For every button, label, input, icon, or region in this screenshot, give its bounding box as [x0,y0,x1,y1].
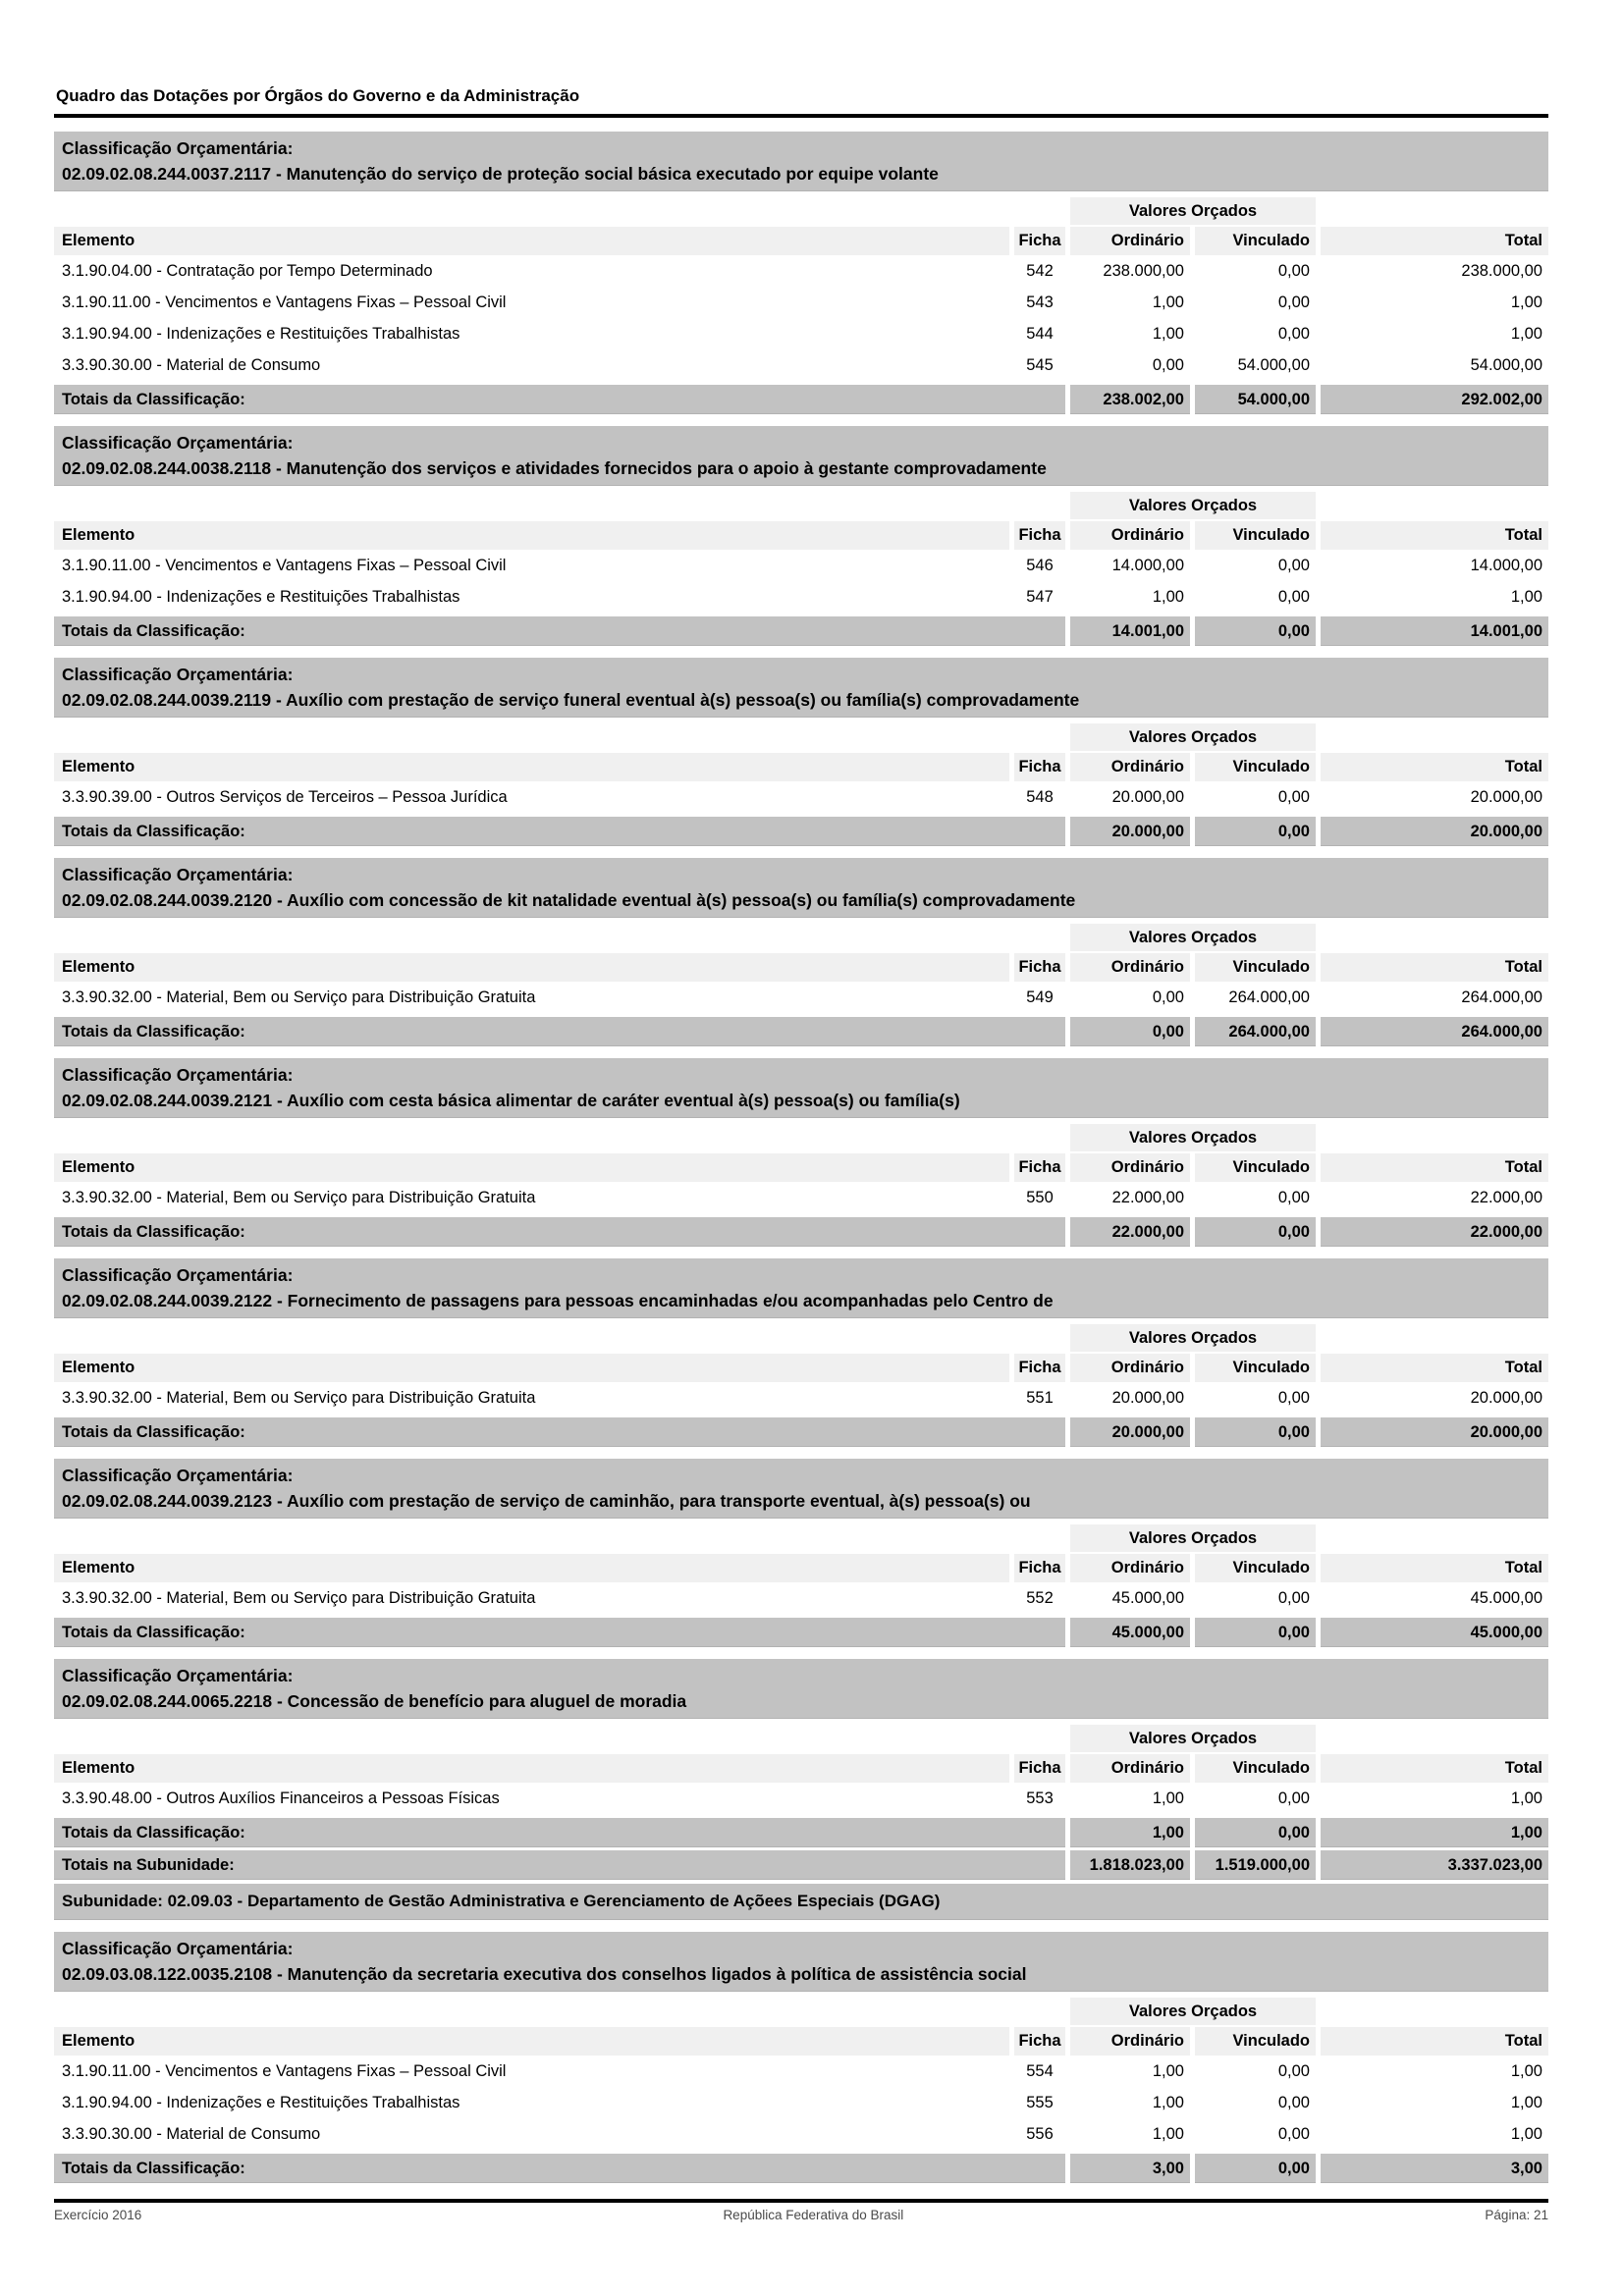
classification-section [54,132,1548,414]
valores-orcados-label: Valores Orçados [1070,1524,1316,1552]
column-header-total: Total [1321,753,1548,781]
element-row [54,550,1548,581]
subunit-totals-row [54,1850,1548,1880]
subunit-header-bar: Subunidade: 02.09.03 - Departamento de Gestão Administrativa e Gerenciamento de Açõees Especiais (DGAG) [54,1884,1548,1920]
element-rows [54,982,1548,1013]
classification-totals-vinculado: 0,00 [1195,1818,1316,1847]
report-title: Quadro das Dotações por Órgãos do Governo e da Administração [56,86,580,105]
classification-totals-vinculado: 264.000,00 [1195,1017,1316,1046]
vinculado-value: 0,00 [1195,550,1316,581]
total-value: 1,00 [1321,581,1548,613]
classification-header-bar [54,1932,1548,1992]
column-header-ficha: Ficha [1014,1554,1065,1582]
column-header-ordinario: Ordinário [1070,1554,1190,1582]
column-header-ficha: Ficha [1014,227,1065,255]
element-rows [54,1582,1548,1614]
classification-section [54,1659,1548,1920]
element-rows [54,1783,1548,1814]
vinculado-value: 0,00 [1195,2118,1316,2150]
classification-heading: Classificação Orçamentária: [62,1065,294,1085]
classification-totals-ordinario: 3,00 [1070,2154,1190,2183]
footer-page-number: Página: 21 [1485,2208,1548,2222]
element-row [54,255,1548,287]
ordinario-value: 1,00 [1070,2056,1190,2087]
element-description: 3.1.90.11.00 - Vencimentos e Vantagens Fixas – Pessoal Civil [54,2056,1009,2087]
column-header-ficha: Ficha [1014,753,1065,781]
table-header-row [54,2027,1548,2056]
valores-orcados-label: Valores Orçados [1070,1725,1316,1752]
total-value: 54.000,00 [1321,349,1548,381]
ordinario-value: 14.000,00 [1070,550,1190,581]
table-header-row [54,1754,1548,1783]
classification-totals-ordinario: 22.000,00 [1070,1217,1190,1247]
vinculado-value: 0,00 [1195,1382,1316,1414]
valores-orcados-row [54,1324,1548,1352]
element-description: 3.3.90.30.00 - Material de Consumo [54,2118,1009,2150]
classification-header-bar [54,1058,1548,1118]
column-header-vinculado: Vinculado [1195,1754,1316,1783]
classification-header-bar [54,858,1548,918]
total-value: 20.000,00 [1321,1382,1548,1414]
element-rows [54,550,1548,613]
column-header-elemento: Elemento [54,753,1009,781]
subunit-totals-ordinario: 1.818.023,00 [1070,1850,1190,1880]
footer-exercise-year: Exercício 2016 [54,2208,142,2222]
ordinario-value: 1,00 [1070,2118,1190,2150]
element-description: 3.3.90.48.00 - Outros Auxílios Financeiros a Pessoas Físicas [54,1783,1009,1814]
element-description: 3.3.90.32.00 - Material, Bem ou Serviço para Distribuição Gratuita [54,1582,1009,1614]
classification-totals-label: Totais da Classificação: [54,1818,1065,1847]
vinculado-value: 0,00 [1195,1582,1316,1614]
column-header-elemento: Elemento [54,953,1009,982]
column-header-elemento: Elemento [54,2027,1009,2056]
ficha-number: 553 [1014,1783,1065,1814]
element-row [54,982,1548,1013]
footer-country: República Federativa do Brasil [723,2208,904,2222]
valores-orcados-row [54,1524,1548,1552]
element-row [54,781,1548,813]
classification-code-title: 02.09.02.08.244.0039.2121 - Auxílio com cesta básica alimentar de caráter eventual à(s) pessoa(s) ou família(s) [62,1091,960,1110]
element-row [54,1382,1548,1414]
classification-section [54,426,1548,646]
column-header-vinculado: Vinculado [1195,2027,1316,2056]
classification-section [54,658,1548,846]
vinculado-value: 0,00 [1195,2056,1316,2087]
column-header-vinculado: Vinculado [1195,227,1316,255]
classification-section [54,1459,1548,1647]
total-value: 1,00 [1321,1783,1548,1814]
column-header-vinculado: Vinculado [1195,953,1316,982]
classification-totals-total: 20.000,00 [1321,817,1548,846]
column-header-total: Total [1321,227,1548,255]
vinculado-value: 0,00 [1195,1783,1316,1814]
classification-header-bar [54,1459,1548,1519]
classification-heading: Classificação Orçamentária: [62,433,294,453]
classification-code-title: 02.09.02.08.244.0039.2120 - Auxílio com concessão de kit natalidade eventual à(s) pessoa(s) ou família(s) comprovadamente [62,890,1076,910]
classification-totals-ordinario: 45.000,00 [1070,1618,1190,1647]
valores-orcados-label: Valores Orçados [1070,924,1316,951]
column-header-elemento: Elemento [54,227,1009,255]
classification-section [54,1932,1548,2183]
subunit-totals-total: 3.337.023,00 [1321,1850,1548,1880]
valores-orcados-row [54,1998,1548,2025]
column-header-total: Total [1321,1153,1548,1182]
vinculado-value: 264.000,00 [1195,982,1316,1013]
ordinario-value: 1,00 [1070,2087,1190,2118]
element-row [54,318,1548,349]
classification-totals-ordinario: 14.001,00 [1070,616,1190,646]
ordinario-value: 1,00 [1070,1783,1190,1814]
element-description: 3.3.90.39.00 - Outros Serviços de Terceiros – Pessoa Jurídica [54,781,1009,813]
column-header-ficha: Ficha [1014,953,1065,982]
column-header-elemento: Elemento [54,1354,1009,1382]
total-value: 1,00 [1321,318,1548,349]
classification-code-title: 02.09.02.08.244.0039.2122 - Fornecimento de passagens para pessoas encaminhadas e/ou acompanhadas pelo Centro de [62,1291,1054,1310]
table-header-row [54,1153,1548,1182]
vinculado-value: 0,00 [1195,1182,1316,1213]
classification-totals-row [54,817,1548,846]
column-header-elemento: Elemento [54,521,1009,550]
classification-totals-total: 1,00 [1321,1818,1548,1847]
column-header-elemento: Elemento [54,1754,1009,1783]
ordinario-value: 22.000,00 [1070,1182,1190,1213]
element-row [54,287,1548,318]
page-footer [54,2199,1548,2222]
valores-orcados-label: Valores Orçados [1070,723,1316,751]
ficha-number: 551 [1014,1382,1065,1414]
vinculado-value: 0,00 [1195,581,1316,613]
classification-totals-row [54,1017,1548,1046]
classification-code-title: 02.09.02.08.244.0039.2123 - Auxílio com prestação de serviço de caminhão, para transporte eventual, à(s) pessoa(s) ou [62,1491,1031,1511]
element-row [54,1582,1548,1614]
ordinario-value: 1,00 [1070,581,1190,613]
classification-totals-total: 20.000,00 [1321,1417,1548,1447]
column-header-ordinario: Ordinário [1070,753,1190,781]
classification-code-title: 02.09.03.08.122.0035.2108 - Manutenção da secretaria executiva dos conselhos ligados à política de assistência social [62,1964,1027,1984]
classification-totals-vinculado: 54.000,00 [1195,385,1316,414]
classification-header-bar [54,658,1548,718]
classification-code-title: 02.09.02.08.244.0038.2118 - Manutenção dos serviços e atividades fornecidos para o apoio à gestante comprovadamente [62,458,1047,478]
column-header-vinculado: Vinculado [1195,753,1316,781]
classification-section [54,858,1548,1046]
classification-totals-total: 264.000,00 [1321,1017,1548,1046]
classification-heading: Classificação Orçamentária: [62,665,294,684]
classification-totals-row [54,1618,1548,1647]
valores-orcados-label: Valores Orçados [1070,492,1316,519]
vinculado-value: 0,00 [1195,287,1316,318]
element-rows [54,1182,1548,1213]
classification-totals-vinculado: 0,00 [1195,1217,1316,1247]
table-header-row [54,753,1548,781]
classification-header-bar [54,132,1548,191]
column-header-total: Total [1321,521,1548,550]
column-header-ordinario: Ordinário [1070,1754,1190,1783]
subunit-totals-vinculado: 1.519.000,00 [1195,1850,1316,1880]
valores-orcados-row [54,723,1548,751]
classification-heading: Classificação Orçamentária: [62,1939,294,1958]
valores-orcados-label: Valores Orçados [1070,1998,1316,2025]
ordinario-value: 0,00 [1070,982,1190,1013]
total-value: 1,00 [1321,287,1548,318]
classification-totals-row [54,2154,1548,2183]
valores-orcados-row [54,1124,1548,1151]
vinculado-value: 0,00 [1195,318,1316,349]
ordinario-value: 0,00 [1070,349,1190,381]
total-value: 238.000,00 [1321,255,1548,287]
classification-totals-total: 14.001,00 [1321,616,1548,646]
valores-orcados-label: Valores Orçados [1070,197,1316,225]
ficha-number: 550 [1014,1182,1065,1213]
classification-totals-total: 22.000,00 [1321,1217,1548,1247]
classification-totals-label: Totais da Classificação: [54,2154,1065,2183]
column-header-total: Total [1321,2027,1548,2056]
classification-totals-total: 3,00 [1321,2154,1548,2183]
classification-header-bar [54,1258,1548,1318]
table-header-row [54,227,1548,255]
classification-totals-vinculado: 0,00 [1195,2154,1316,2183]
element-row [54,2087,1548,2118]
classification-totals-total: 292.002,00 [1321,385,1548,414]
ficha-number: 544 [1014,318,1065,349]
column-header-ordinario: Ordinário [1070,1354,1190,1382]
element-description: 3.1.90.04.00 - Contratação por Tempo Determinado [54,255,1009,287]
valores-orcados-row [54,924,1548,951]
ficha-number: 554 [1014,2056,1065,2087]
ordinario-value: 20.000,00 [1070,781,1190,813]
element-row [54,349,1548,381]
classification-totals-label: Totais da Classificação: [54,616,1065,646]
valores-orcados-label: Valores Orçados [1070,1124,1316,1151]
element-description: 3.3.90.32.00 - Material, Bem ou Serviço para Distribuição Gratuita [54,1382,1009,1414]
classification-heading: Classificação Orçamentária: [62,138,294,158]
ordinario-value: 45.000,00 [1070,1582,1190,1614]
classification-totals-ordinario: 20.000,00 [1070,1417,1190,1447]
element-description: 3.3.90.32.00 - Material, Bem ou Serviço para Distribuição Gratuita [54,1182,1009,1213]
classification-code-title: 02.09.02.08.244.0037.2117 - Manutenção do serviço de proteção social básica executado por equipe volante [62,164,939,184]
top-rule [54,114,1548,118]
classification-totals-label: Totais da Classificação: [54,1217,1065,1247]
ficha-number: 555 [1014,2087,1065,2118]
column-header-total: Total [1321,1354,1548,1382]
classification-totals-label: Totais da Classificação: [54,1618,1065,1647]
column-header-vinculado: Vinculado [1195,1354,1316,1382]
ficha-number: 548 [1014,781,1065,813]
total-value: 1,00 [1321,2087,1548,2118]
classification-totals-row [54,385,1548,414]
element-row [54,1182,1548,1213]
ficha-number: 546 [1014,550,1065,581]
element-description: 3.3.90.30.00 - Material de Consumo [54,349,1009,381]
column-header-vinculado: Vinculado [1195,1554,1316,1582]
total-value: 1,00 [1321,2118,1548,2150]
classification-totals-row [54,616,1548,646]
vinculado-value: 0,00 [1195,255,1316,287]
ficha-number: 549 [1014,982,1065,1013]
classification-code-title: 02.09.02.08.244.0065.2218 - Concessão de benefício para aluguel de moradia [62,1691,687,1711]
classification-totals-ordinario: 20.000,00 [1070,817,1190,846]
subunit-totals-label: Totais na Subunidade: [54,1850,1065,1880]
element-description: 3.1.90.11.00 - Vencimentos e Vantagens Fixas – Pessoal Civil [54,550,1009,581]
element-description: 3.1.90.94.00 - Indenizações e Restituições Trabalhistas [54,318,1009,349]
classification-totals-vinculado: 0,00 [1195,1618,1316,1647]
ordinario-value: 1,00 [1070,287,1190,318]
element-row [54,1783,1548,1814]
column-header-total: Total [1321,1754,1548,1783]
column-header-ficha: Ficha [1014,1754,1065,1783]
classification-totals-row [54,1217,1548,1247]
element-rows [54,2056,1548,2150]
column-header-elemento: Elemento [54,1153,1009,1182]
element-row [54,2056,1548,2087]
classification-totals-label: Totais da Classificação: [54,385,1065,414]
table-header-row [54,953,1548,982]
valores-orcados-row [54,492,1548,519]
ordinario-value: 20.000,00 [1070,1382,1190,1414]
ficha-number: 542 [1014,255,1065,287]
element-description: 3.1.90.94.00 - Indenizações e Restituições Trabalhistas [54,581,1009,613]
classification-section [54,1058,1548,1247]
column-header-ordinario: Ordinário [1070,953,1190,982]
ficha-number: 556 [1014,2118,1065,2150]
classification-totals-ordinario: 1,00 [1070,1818,1190,1847]
element-row [54,581,1548,613]
classification-totals-label: Totais da Classificação: [54,1417,1065,1447]
classification-totals-vinculado: 0,00 [1195,817,1316,846]
element-description: 3.3.90.32.00 - Material, Bem ou Serviço para Distribuição Gratuita [54,982,1009,1013]
classification-header-bar [54,426,1548,486]
ficha-number: 552 [1014,1582,1065,1614]
classification-totals-total: 45.000,00 [1321,1618,1548,1647]
classification-section [54,1258,1548,1447]
element-rows [54,255,1548,381]
total-value: 20.000,00 [1321,781,1548,813]
classification-totals-row [54,1818,1548,1847]
element-row [54,2118,1548,2150]
column-header-ordinario: Ordinário [1070,227,1190,255]
classification-code-title: 02.09.02.08.244.0039.2119 - Auxílio com prestação de serviço funeral eventual à(s) pessoa(s) ou família(s) comprovadamente [62,690,1080,710]
column-header-total: Total [1321,1554,1548,1582]
element-description: 3.1.90.11.00 - Vencimentos e Vantagens Fixas – Pessoal Civil [54,287,1009,318]
valores-orcados-row [54,197,1548,225]
ordinario-value: 238.000,00 [1070,255,1190,287]
column-header-vinculado: Vinculado [1195,521,1316,550]
vinculado-value: 0,00 [1195,781,1316,813]
classification-totals-ordinario: 0,00 [1070,1017,1190,1046]
column-header-vinculado: Vinculado [1195,1153,1316,1182]
ficha-number: 547 [1014,581,1065,613]
classification-heading: Classificação Orçamentária: [62,1466,294,1485]
column-header-ordinario: Ordinário [1070,2027,1190,2056]
classification-totals-label: Totais da Classificação: [54,1017,1065,1046]
total-value: 264.000,00 [1321,982,1548,1013]
column-header-ficha: Ficha [1014,1153,1065,1182]
classification-totals-row [54,1417,1548,1447]
vinculado-value: 54.000,00 [1195,349,1316,381]
classification-totals-vinculado: 0,00 [1195,1417,1316,1447]
column-header-ordinario: Ordinário [1070,1153,1190,1182]
total-value: 1,00 [1321,2056,1548,2087]
table-header-row [54,1554,1548,1582]
column-header-elemento: Elemento [54,1554,1009,1582]
element-rows [54,1382,1548,1414]
column-header-ficha: Ficha [1014,1354,1065,1382]
column-header-ficha: Ficha [1014,2027,1065,2056]
classification-totals-label: Totais da Classificação: [54,817,1065,846]
total-value: 22.000,00 [1321,1182,1548,1213]
ficha-number: 543 [1014,287,1065,318]
column-header-ordinario: Ordinário [1070,521,1190,550]
element-rows [54,781,1548,813]
ficha-number: 545 [1014,349,1065,381]
valores-orcados-row [54,1725,1548,1752]
table-header-row [54,1354,1548,1382]
column-header-total: Total [1321,953,1548,982]
valores-orcados-label: Valores Orçados [1070,1324,1316,1352]
classification-heading: Classificação Orçamentária: [62,1265,294,1285]
classification-heading: Classificação Orçamentária: [62,865,294,884]
total-value: 45.000,00 [1321,1582,1548,1614]
element-description: 3.1.90.94.00 - Indenizações e Restituições Trabalhistas [54,2087,1009,2118]
column-header-ficha: Ficha [1014,521,1065,550]
total-value: 14.000,00 [1321,550,1548,581]
classification-header-bar [54,1659,1548,1719]
classification-heading: Classificação Orçamentária: [62,1666,294,1685]
ordinario-value: 1,00 [1070,318,1190,349]
classification-totals-vinculado: 0,00 [1195,616,1316,646]
classification-totals-ordinario: 238.002,00 [1070,385,1190,414]
sections [54,132,1548,2183]
table-header-row [54,521,1548,550]
vinculado-value: 0,00 [1195,2087,1316,2118]
